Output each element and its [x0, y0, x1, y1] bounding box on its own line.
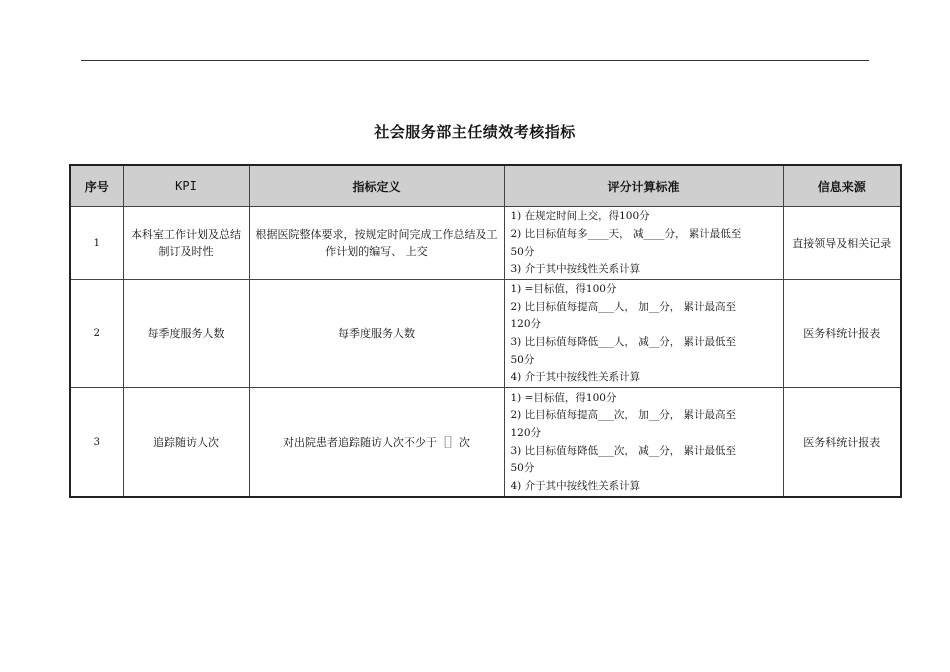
table-header-row — [70, 165, 901, 207]
kpi-name: 本科室工作计划及总结制订及时性 — [123, 207, 249, 280]
kpi-definition: 每季度服务人数 — [249, 280, 504, 388]
criteria-line: 4) 介于其中按线性关系计算 — [510, 371, 641, 384]
row-number: 2 — [70, 280, 123, 388]
row-number: 1 — [70, 207, 123, 280]
criteria-line: 1) =目标值，得100分 — [510, 283, 617, 296]
header-no: 序号 — [70, 165, 123, 207]
kpi-name: 追踪随访人次 — [123, 388, 249, 498]
criteria-line: 1) =目标值，得100分 — [510, 391, 617, 404]
criteria-line: 2) 比目标值每多____天， 减____分， 累计最低至 — [510, 227, 742, 240]
info-source: 医务科统计报表 — [783, 280, 901, 388]
criteria-line: 50分 — [510, 245, 535, 258]
kpi-definition: 根据医院整体要求，按规定时间完成工作总结及工作计划的编写、 上交 — [249, 207, 504, 280]
criteria-line: 2) 比目标值每提高___人， 加__分， 累计最高至 — [510, 300, 737, 313]
scoring-criteria — [504, 388, 783, 498]
row-number: 3 — [70, 388, 123, 498]
header-rule — [81, 60, 869, 61]
header-source: 信息来源 — [783, 165, 901, 207]
table-row — [70, 280, 901, 388]
criteria-line: 3) 介于其中按线性关系计算 — [510, 263, 641, 276]
kpi-table — [69, 164, 902, 498]
criteria-line: 1) 在规定时间上交，得100分 — [510, 210, 650, 223]
criteria-line: 120分 — [510, 318, 542, 331]
table-row — [70, 388, 901, 498]
info-source: 医务科统计报表 — [783, 388, 901, 498]
scoring-criteria — [504, 280, 783, 388]
kpi-definition: 对出院患者追踪随访人次不少于［］次 — [249, 388, 504, 498]
criteria-line: 3) 比目标值每降低___人， 减__分， 累计最低至 — [510, 336, 737, 348]
table-row — [70, 207, 901, 280]
info-source: 直接领导及相关记录 — [783, 207, 901, 280]
criteria-line: 3) 比目标值每降低___次， 减__分， 累计最低至 — [510, 444, 737, 457]
header-criteria: 评分计算标准 — [504, 165, 783, 207]
criteria-line: 50分 — [510, 353, 535, 366]
header-kpi: KPI — [123, 165, 249, 207]
criteria-line: 2) 比目标值每提高___次， 加__分， 累计最高至 — [510, 409, 737, 422]
criteria-line: 50分 — [510, 462, 535, 475]
scoring-criteria — [504, 207, 783, 280]
kpi-name: 每季度服务人数 — [123, 280, 249, 388]
header-definition: 指标定义 — [249, 165, 504, 207]
criteria-line: 4) 介于其中按线性关系计算 — [510, 479, 641, 492]
document-title: 社会服务部主任绩效考核指标 — [374, 123, 576, 141]
criteria-line: 120分 — [510, 426, 542, 439]
